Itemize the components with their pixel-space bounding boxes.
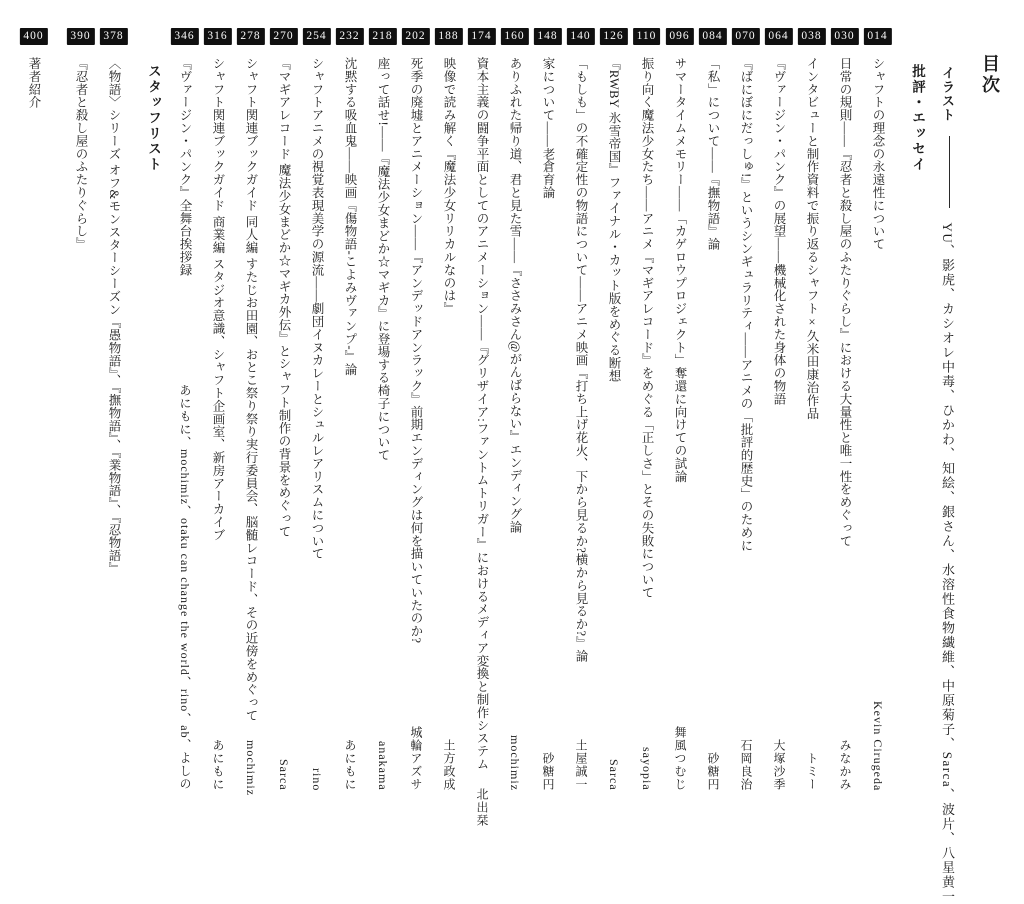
page-number-badge: 070 [731,28,759,45]
entry-title: シャフトアニメの視覚表現美学の源流――劇団イヌカレーとシュルレアリスムについて [300,57,333,560]
entry-author: 石岡良治 [729,739,762,791]
entry-author: 砂糖円 [531,752,564,791]
toc-section [64,26,168,791]
toc-entry [729,26,762,791]
entry-author: sayopia [630,747,663,791]
page-number-badge: 202 [401,28,429,45]
toc-entry [828,26,861,791]
toc-entry [267,26,300,791]
entry-author: あにもに [201,739,234,791]
page-number-badge: 064 [764,28,792,45]
toc-entry [861,26,894,791]
entry-title: 『マギアレコード 魔法少女まどか☆マギカ外伝』とシャフト制作の背景をめぐって [267,57,300,538]
entry-author: Kevin Cirugeda [861,701,894,791]
page-number-badge: 346 [170,28,198,45]
entry-author: トミー [795,752,828,791]
toc-entry [465,26,498,791]
page-number-badge: 160 [500,28,528,45]
toc-section [17,26,50,791]
entry-author: 舞風つむじ [663,726,696,791]
entry-title: 〈物語〉シリーズ オフ&モンスターシーズン『愚物語』、『撫物語』、『業物語』、『忍物語』 [97,57,130,575]
entry-author: Sarca [597,759,630,791]
entry-title: サマータイムメモリー――「カゲロウプロジェクト」奪還に向けての試論 [663,57,696,483]
toc-sections [17,26,932,791]
toc-section [168,26,932,791]
toc-entry [696,26,729,791]
toc-entry [333,26,366,791]
page-number-badge: 232 [335,28,363,45]
entry-title: 「私」について――『撫物語』論 [696,57,729,251]
entry-title: 振り向く魔法少女たち――アニメ『マギアレコード』をめぐる「正しさ」とその失敗について [630,57,663,599]
page-number-badge: 030 [830,28,858,45]
entry-title: 「もしも」の不確定性の物語について――アニメ映画『打ち上げ花火、下から見るか?横から見るか?』論 [564,57,597,662]
entry-author: みなかみ [828,739,861,791]
page-number-badge: 316 [203,28,231,45]
separator-rule [949,136,950,208]
entry-author: あにもに、mochimiz、otaku can change the world、rino、ab、よしの [168,384,201,791]
toc-entry [64,26,97,791]
entry-author: 砂糖円 [696,752,729,791]
page-number-badge: 218 [368,28,396,45]
entry-author: anakama [366,741,399,791]
page-number-badge: 110 [633,28,661,45]
entry-title: 映像で読み解く『魔法少女リリカルなのは』 [432,57,465,315]
entry-author: mochimiz [234,740,267,796]
entry-title: 死季の廃墟とアニメーション――『アンデッドアンラック』前期エンディングは何を描いていたのか? [399,57,432,643]
entry-title: シャフト関連ブックガイド 商業編 スタジオ意識、シャフト企画室、新房アーカイブ [201,57,234,541]
illustration-credits: YU、影虎、カシオレ中毒、ひかわ、知絵、銀さん、水溶性食物繊維、中原菊子、Sarca、波片、八星黄一 [940,223,955,904]
toc-entry [366,26,399,791]
entry-author: 土方政成 [432,739,465,791]
toc-entry [168,26,201,791]
toc-entry [432,26,465,791]
page-title: 目次 [970,26,1010,791]
toc-entry [201,26,234,791]
toc-entry [399,26,432,791]
illustration-line [934,26,960,791]
toc-entry [597,26,630,791]
entry-title: ありふれた帰り道、君と見た雪――『ささみさん@がんばらない』エンディング論 [498,57,531,533]
page-number-badge: 140 [566,28,594,45]
illustration-label: イラスト [940,66,955,122]
toc-entry [234,26,267,791]
section-heading: スタッフリスト [138,26,168,791]
entry-title: 家について――老倉育論 [531,57,564,199]
entry-author: mochimiz [498,735,531,791]
entry-author: rino [300,768,333,791]
toc-vertical-area [3,26,1010,791]
section-heading: 批評・エッセイ [902,26,932,791]
entry-author: 大塚沙季 [762,739,795,791]
entry-title: 日常の規則――『忍者と殺し屋のふたりぐらし』における大量性と唯一性をめぐって [828,57,861,547]
entry-title: 『ばにぼにだっしゅ!』というシンギュラリティ――アニメの「批評的歴史」のために [729,57,762,552]
page-number-badge: 254 [302,28,330,45]
toc-entry [795,26,828,791]
entry-title: シャフトの理念の永遠性について [861,57,894,251]
entry-title: 『ヴァージン・パンク』全舞台挨拶録 [168,57,201,276]
entry-author: 土屋誠一 [564,739,597,791]
entry-author: Sarca [267,759,300,791]
page-number-badge: 188 [434,28,462,45]
toc-entry [663,26,696,791]
entry-author: あにもに [333,739,366,791]
page-number-badge: 096 [665,28,693,45]
entry-title: 資本主義の闘争平面としてのアニメーション――『グリザイア:ファントムトリガー』におけるメディア変換と制作システム [465,57,498,770]
toc-entry [17,26,50,791]
toc-entry [531,26,564,791]
page-number-badge: 278 [236,28,264,45]
toc-entry [762,26,795,791]
page-number-badge: 378 [99,28,127,45]
page-number-badge: 084 [698,28,726,45]
page-number-badge: 174 [467,28,495,45]
entry-title: インタビューと制作資料で振り返るシャフト×久米田康治作品 [795,57,828,420]
entry-title: 『RWBY 氷雪帝国』ファイナル・カット版をめぐる断想 [597,57,630,382]
page-number-badge: 148 [533,28,561,45]
entry-author: 城輪アズサ [399,726,432,791]
toc-entry [498,26,531,791]
page-number-badge: 038 [797,28,825,45]
entry-title: 『忍者と殺し屋のふたりぐらし』 [64,57,97,251]
entry-title: シャフト関連ブックガイド 同人編 すたじお田園、おとこ祭り祭り実行委員会、脳髄レコード、その近傍をめぐって [234,57,267,722]
entry-title: 『ヴァージン・パンク』の展望――機械化された身体の物語 [762,57,795,405]
toc-entry [300,26,333,791]
toc-entry [97,26,130,791]
entry-author: 北出栞 [465,788,498,827]
toc-entry [564,26,597,791]
toc-entry [630,26,663,791]
entry-title: 沈黙する吸血鬼――映画『傷物語-こよみヴァンプ-』論 [333,57,366,376]
entry-title: 著者紹介 [17,57,50,109]
page-number-badge: 270 [269,28,297,45]
page-number-badge: 014 [863,28,891,45]
page-number-badge: 400 [19,28,47,45]
page-number-badge: 126 [599,28,627,45]
page-number-badge: 390 [66,28,94,45]
entry-title: 座って話せ!――『魔法少女まどか☆マギカ』に登場する椅子について [366,57,399,461]
